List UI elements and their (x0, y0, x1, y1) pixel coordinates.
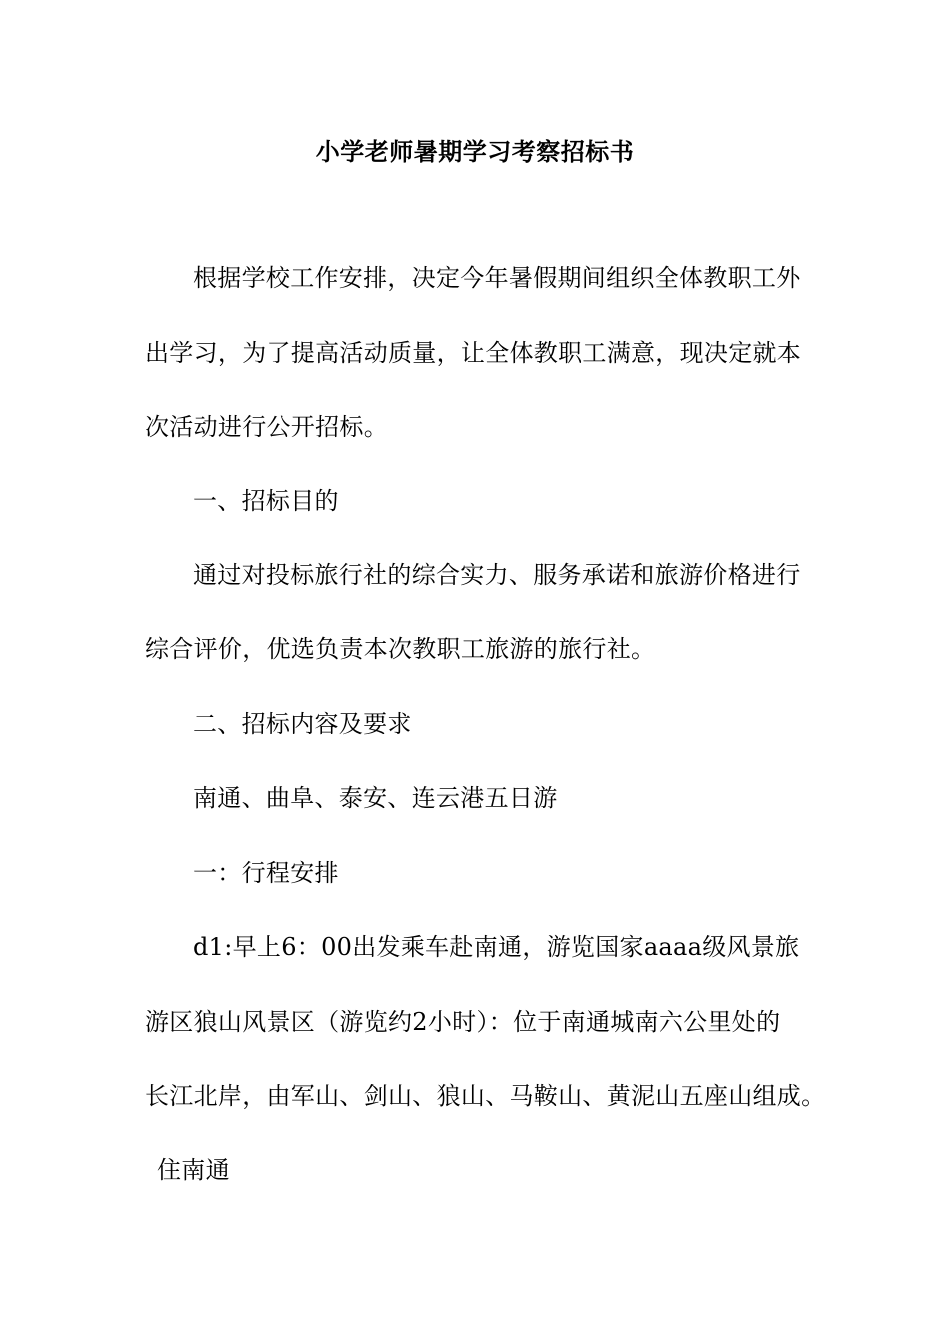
sub-heading: 一：行程安排 (193, 859, 339, 887)
paragraph-line: 游区狼山风景区（游览约2小时）：位于南通城南六公里处的 (145, 1008, 781, 1036)
paragraph-line: 综合评价，优选负责本次教职工旅游的旅行社。 (145, 635, 656, 663)
paragraph-line: 南通、曲阜、泰安、连云港五日游 (193, 784, 558, 812)
section-heading: 二、招标内容及要求 (193, 710, 412, 738)
paragraph-line: 次活动进行公开招标。 (145, 413, 388, 441)
paragraph-line: 出学习，为了提高活动质量，让全体教职工满意，现决定就本 (145, 339, 802, 367)
paragraph-line: 根据学校工作安排，决定今年暑假期间组织全体教职工外 (193, 264, 801, 292)
paragraph-line: 通过对投标旅行社的综合实力、服务承诺和旅游价格进行 (193, 561, 801, 589)
section-heading: 一、招标目的 (193, 487, 339, 515)
document-title: 小学老师暑期学习考察招标书 (315, 137, 635, 166)
paragraph-line: d1:早上6：00出发乘车赴南通，游览国家aaaa级风景旅 (193, 933, 800, 961)
paragraph-line: 住南通 (157, 1156, 230, 1184)
paragraph-line: 长江北岸，由军山、剑山、狼山、马鞍山、黄泥山五座山组成。 (145, 1082, 826, 1110)
